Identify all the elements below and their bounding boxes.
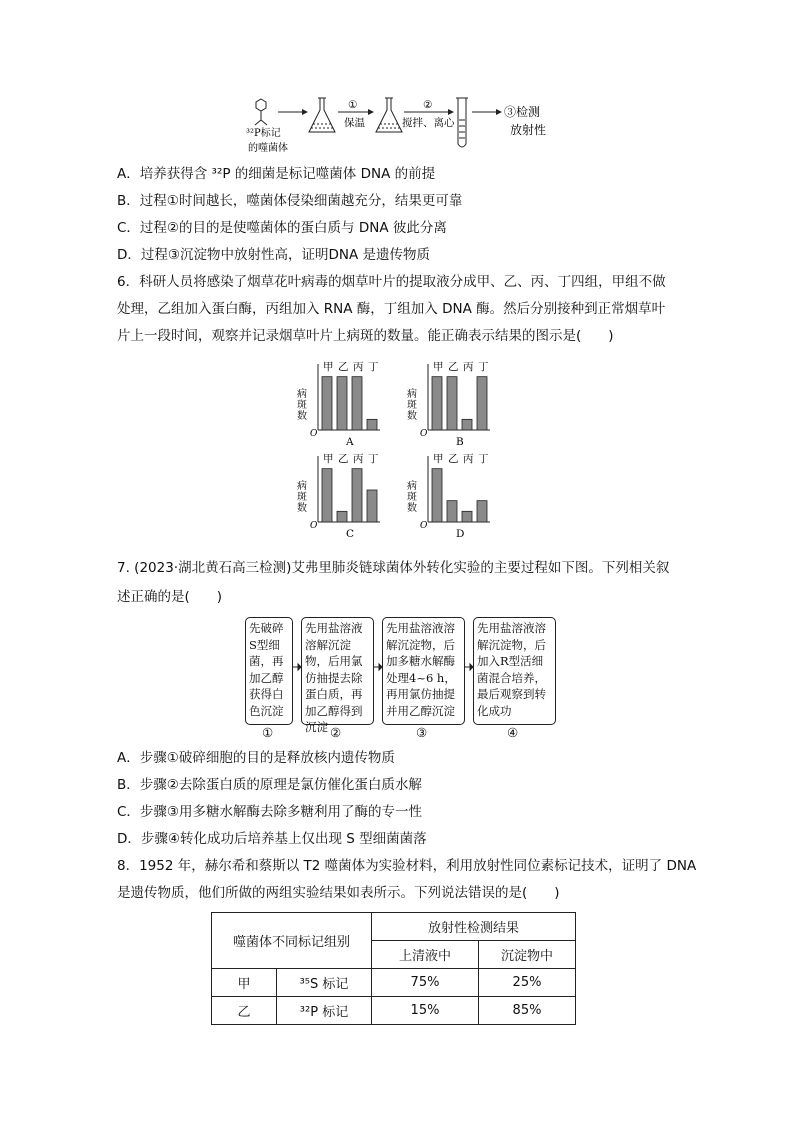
bar-甲 bbox=[322, 469, 332, 522]
header-result: 放射性检测结果 bbox=[372, 913, 576, 941]
origin-label: O bbox=[420, 429, 428, 439]
q7-stem-line2: 述正确的是( ) bbox=[117, 589, 223, 605]
category-label: 丁 bbox=[478, 453, 489, 465]
test-tube-icon bbox=[456, 98, 468, 147]
label-32p: ³²P标记 bbox=[246, 128, 281, 139]
step2-label: 搅拌、离心 bbox=[402, 117, 455, 129]
bar-乙 bbox=[337, 511, 347, 522]
q5-option-c: C．过程②的目的是使噬菌体的蛋白质与 DNA 彼此分离 bbox=[117, 220, 447, 236]
q7-stem-line1: 7. (2023·湖北黄石高三检测)艾弗里肺炎链球菌体外转化实验的主要过程如下图。下列相关叙 bbox=[117, 560, 670, 576]
q7-option-d: D．步骤④转化成功后培养基上仅出现 S 型细菌菌落 bbox=[117, 831, 427, 847]
chart-title: A bbox=[346, 436, 354, 448]
table-row: 乙 ³²P 标记 15% 85% bbox=[212, 997, 576, 1025]
step2-marker: ② bbox=[423, 99, 433, 111]
y-axis-label: 病斑数 bbox=[404, 388, 416, 421]
y-axis-label: 病斑数 bbox=[294, 388, 306, 421]
category-label: 丙 bbox=[353, 453, 364, 465]
q6-stem-line1: 6．科研人员将感染了烟草花叶病毒的烟草叶片的提取液分成甲、乙、丙、丁四组，甲组不做 bbox=[117, 274, 666, 290]
step-box-3: 先用盐溶液溶解沉淀物，后加多糖水解酶处理4~6 h，再用氯仿抽提并用乙醇沉淀 bbox=[382, 617, 465, 725]
phage-experiment-diagram bbox=[240, 96, 560, 158]
category-label: 乙 bbox=[448, 361, 459, 373]
bar-丁 bbox=[477, 377, 487, 430]
origin-label: O bbox=[420, 521, 428, 531]
step-arrows bbox=[292, 660, 482, 674]
step-label-3: ③ bbox=[416, 725, 428, 740]
category-label: 丙 bbox=[353, 361, 364, 373]
bar-丙 bbox=[352, 377, 362, 430]
step-box-4: 先用盐溶液溶解沉淀物，后加入R型活细菌混合培养，最后观察到转化成功 bbox=[473, 617, 556, 725]
step1-marker: ① bbox=[348, 99, 358, 111]
q7-option-c: C．步骤③用多糖水解酶去除多糖利用了酶的专一性 bbox=[117, 804, 423, 820]
category-label: 丙 bbox=[463, 453, 474, 465]
y-axis-label: 病斑数 bbox=[294, 480, 306, 513]
q5-option-b: B．过程①时间越长，噬菌体侵染细菌越充分，结果更可靠 bbox=[117, 193, 463, 209]
origin-label: O bbox=[310, 429, 318, 439]
q8-stem-line1: 8．1952 年，赫尔希和蔡斯以 T2 噬菌体为实验材料，利用放射性同位素标记技术，证明了 DNA bbox=[117, 858, 697, 874]
bar-乙 bbox=[447, 501, 457, 522]
origin-label: O bbox=[310, 521, 318, 531]
y-axis-label: 病斑数 bbox=[404, 480, 416, 513]
bar-甲 bbox=[432, 377, 442, 430]
table-row: 甲 ³⁵S 标记 75% 25% bbox=[212, 969, 576, 997]
step3-label-2: 放射性 bbox=[510, 123, 547, 137]
header-group: 噬菌体不同标记组别 bbox=[212, 913, 372, 969]
step-box-1: 先破碎S型细菌，再加乙醇获得白色沉淀 bbox=[245, 617, 293, 725]
chart-title: C bbox=[346, 528, 355, 538]
lesion-bar-charts bbox=[290, 360, 510, 538]
category-label: 乙 bbox=[338, 361, 349, 373]
q6-stem-line2: 处理，乙组加入蛋白酶，丙组加入 RNA 酶，丁组加入 DNA 酶。然后分别接种到正常烟草叶 bbox=[117, 301, 666, 317]
bar-丁 bbox=[367, 490, 377, 522]
category-label: 乙 bbox=[448, 453, 459, 465]
bar-甲 bbox=[322, 377, 332, 430]
bar-丙 bbox=[462, 511, 472, 522]
q8-stem-line2: 是遗传物质，他们所做的两组实验结果如表所示。下列说法错误的是( ) bbox=[117, 885, 560, 901]
step-box-2: 先用盐溶液溶解沉淀物，后用氯仿抽提去除蛋白质，再加乙醇得到沉淀 bbox=[301, 617, 374, 725]
q6-stem-line3: 片上一段时间，观察并记录烟草叶片上病斑的数量。能正确表示结果的图示是( ) bbox=[117, 328, 614, 344]
header-sediment: 沉淀物中 bbox=[479, 941, 576, 969]
category-label: 甲 bbox=[433, 453, 444, 465]
step3-label: ③检测 bbox=[504, 105, 541, 119]
flask-icon bbox=[376, 98, 402, 132]
chart-title: B bbox=[456, 436, 464, 448]
category-label: 丁 bbox=[368, 453, 379, 465]
step-label-2: ② bbox=[330, 725, 342, 740]
step-label-1: ① bbox=[262, 725, 274, 740]
bar-丙 bbox=[462, 419, 472, 430]
category-label: 丙 bbox=[463, 361, 474, 373]
q5-option-a: A．培养获得含 ³²P 的细菌是标记噬菌体 DNA 的前提 bbox=[117, 166, 436, 182]
category-label: 丁 bbox=[478, 361, 489, 373]
header-supernatant: 上清液中 bbox=[372, 941, 479, 969]
phage-icon bbox=[255, 99, 267, 125]
bar-乙 bbox=[337, 377, 347, 430]
category-label: 乙 bbox=[338, 453, 349, 465]
bar-甲 bbox=[432, 469, 442, 522]
q7-option-b: B．步骤②去除蛋白质的原理是氯仿催化蛋白质水解 bbox=[117, 777, 422, 793]
q5-option-d: D．过程③沉淀物中放射性高，证明DNA 是遗传物质 bbox=[117, 247, 431, 263]
step-label-4: ④ bbox=[507, 725, 519, 740]
category-label: 丁 bbox=[368, 361, 379, 373]
flask-icon bbox=[309, 98, 335, 132]
category-label: 甲 bbox=[323, 453, 334, 465]
chart-title: D bbox=[456, 528, 465, 538]
bar-乙 bbox=[447, 377, 457, 430]
bar-丁 bbox=[477, 501, 487, 522]
step1-label: 保温 bbox=[344, 117, 365, 129]
category-label: 甲 bbox=[323, 361, 334, 373]
q7-option-a: A．步骤①破碎细胞的目的是释放核内遗传物质 bbox=[117, 750, 395, 766]
category-label: 甲 bbox=[433, 361, 444, 373]
bar-丙 bbox=[352, 469, 362, 522]
label-phage: 的噬菌体 bbox=[248, 143, 288, 154]
radioactivity-table bbox=[211, 912, 576, 1025]
bar-丁 bbox=[367, 419, 377, 430]
